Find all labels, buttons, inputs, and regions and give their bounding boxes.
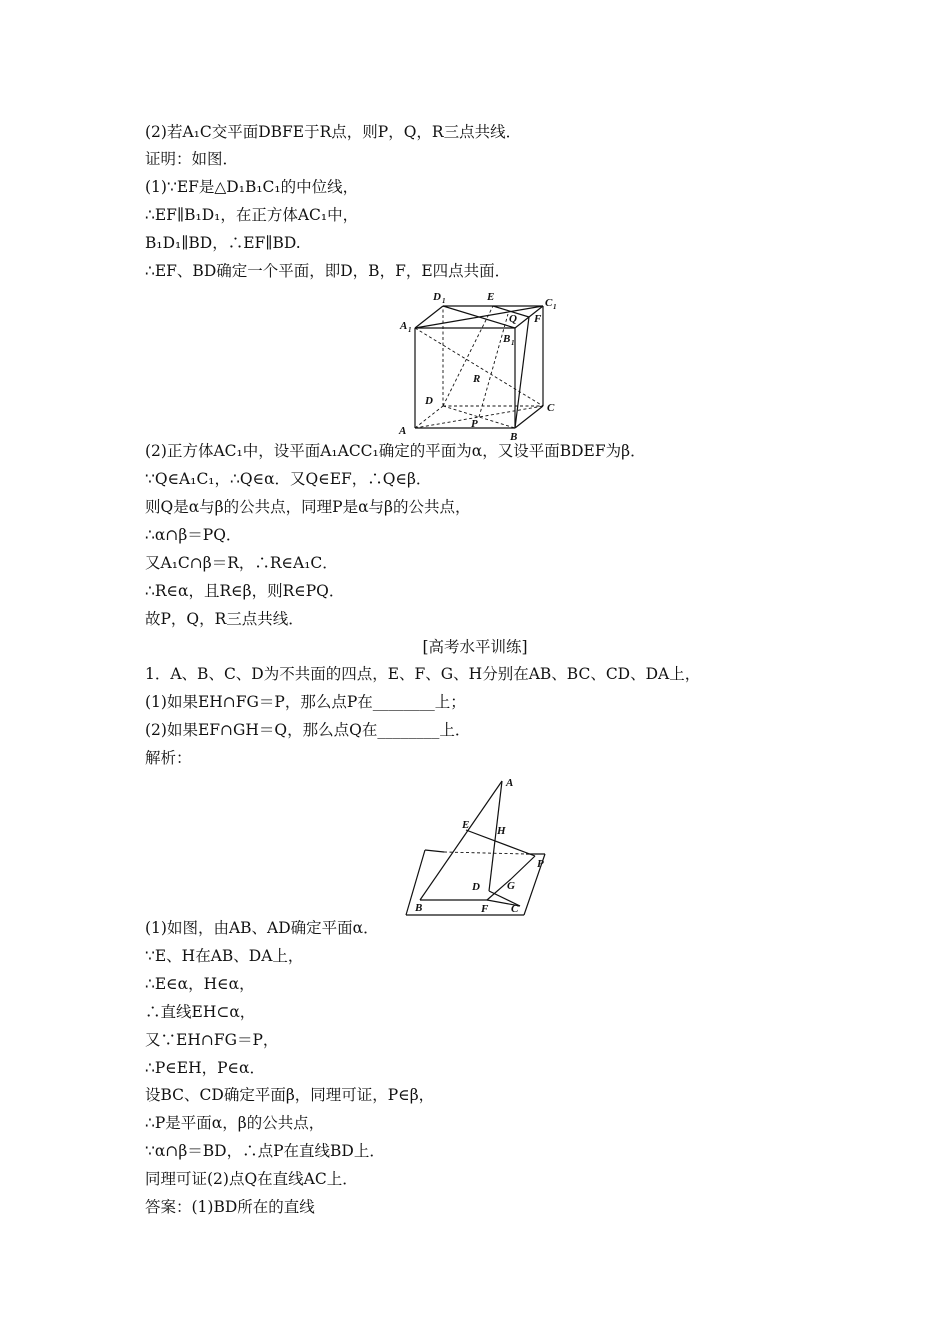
label-b: B <box>510 431 518 443</box>
text-line: ∴EF、BD确定一个平面，即D，B，F，E四点共面． <box>145 262 511 280</box>
question-line: (2)如果EF∩GH＝Q，那么点Q在________上． <box>145 721 471 739</box>
label-d1: D <box>433 291 441 303</box>
label-p: P <box>471 418 478 430</box>
text-line: ∴R∈α，且R∈β，则R∈PQ． <box>145 582 345 600</box>
label-d1-sub: 1 <box>442 297 446 305</box>
label-a1-sub: 1 <box>408 326 412 334</box>
label-f: F <box>481 903 489 915</box>
label-r: R <box>473 373 481 385</box>
solution-line: ∵E、H在AB、DA上， <box>145 947 304 965</box>
label-d: D <box>472 881 480 893</box>
solution-line: ∴P是平面α，β的公共点， <box>145 1114 325 1132</box>
hidden-pq <box>479 314 511 417</box>
hidden-de <box>443 306 493 406</box>
label-h: H <box>497 825 506 837</box>
solution-line: 同理可证(2)点Q在直线AC上． <box>145 1170 358 1188</box>
solution-line: ∴直线EH⊂α， <box>145 1003 256 1021</box>
text-line: 又A₁C∩β＝R，∴R∈A₁C． <box>145 554 338 572</box>
section-title: [高考水平训练] <box>422 638 528 656</box>
line-fb <box>515 317 529 428</box>
label-c1: C <box>545 297 553 309</box>
text-line: ∴α∩β＝PQ． <box>145 526 242 544</box>
label-e: E <box>487 291 495 303</box>
label-c: C <box>511 903 519 915</box>
solution-line: ∴P∈EH，P∈α． <box>145 1059 265 1077</box>
question-line: (1)如果EH∩FG＝P，那么点P在________上； <box>145 693 466 711</box>
label-q: Q <box>509 313 517 325</box>
plane-figure <box>400 772 560 922</box>
hidden-a1c <box>415 328 543 406</box>
label-a1: A <box>400 320 408 332</box>
text-line: 证明：如图． <box>145 150 239 168</box>
label-c: C <box>547 402 555 414</box>
hidden-ad <box>415 406 443 428</box>
solution-line: 设BC、CD确定平面β，同理可证，P∈β， <box>145 1086 435 1104</box>
text-line: ∴EF∥B₁D₁，在正方体AC₁中， <box>145 206 359 224</box>
label-f: F <box>534 313 542 325</box>
edge-a1d1 <box>415 306 443 328</box>
label-b1-sub: 1 <box>511 339 515 347</box>
solution-line: 又∵EH∩FG＝P， <box>145 1031 279 1049</box>
label-b1: B <box>503 333 511 345</box>
text-line: B₁D₁∥BD，∴EF∥BD. <box>145 234 301 252</box>
label-a: A <box>399 425 407 437</box>
label-e: E <box>462 819 470 831</box>
solution-line: ∴E∈α，H∈α， <box>145 975 255 993</box>
solution-line: (1)如图，由AB、AD确定平面α． <box>145 919 379 937</box>
text-line: (2)正方体AC₁中，设平面A₁ACC₁确定的平面为α，又设平面BDEF为β． <box>145 442 646 460</box>
text-line: (2)若A₁C交平面DBFE于R点，则P，Q，R三点共线． <box>145 123 522 141</box>
plane-top-left <box>425 850 444 852</box>
plane-top-hidden <box>444 852 526 854</box>
solution-line: ∵α∩β＝BD，∴点P在直线BD上． <box>145 1142 385 1160</box>
answer-line: 答案：(1)BD所在的直线 <box>145 1198 315 1216</box>
label-b: B <box>415 902 423 914</box>
text-line: 则Q是α与β的公共点，同理P是α与β的公共点， <box>145 498 471 516</box>
solution-heading: 解析： <box>145 749 192 767</box>
edge-bc <box>515 406 543 428</box>
line-pg <box>511 856 535 879</box>
text-line: ∵Q∈A₁C₁，∴Q∈α．又Q∈EF，∴Q∈β． <box>145 470 432 488</box>
text-line: 故P，Q，R三点共线． <box>145 610 304 628</box>
label-a: A <box>506 777 514 789</box>
question-line: 1．A、B、C、D为不共面的四点，E、F、G、H分别在AB、BC、CD、DA上， <box>145 665 701 683</box>
label-d: D <box>425 395 433 407</box>
label-c1-sub: 1 <box>553 303 557 311</box>
label-g: G <box>507 880 515 892</box>
cube-figure <box>395 288 565 443</box>
text-line: (1)∵EF是△D₁B₁C₁的中位线， <box>145 178 359 196</box>
label-p: P <box>537 858 544 870</box>
